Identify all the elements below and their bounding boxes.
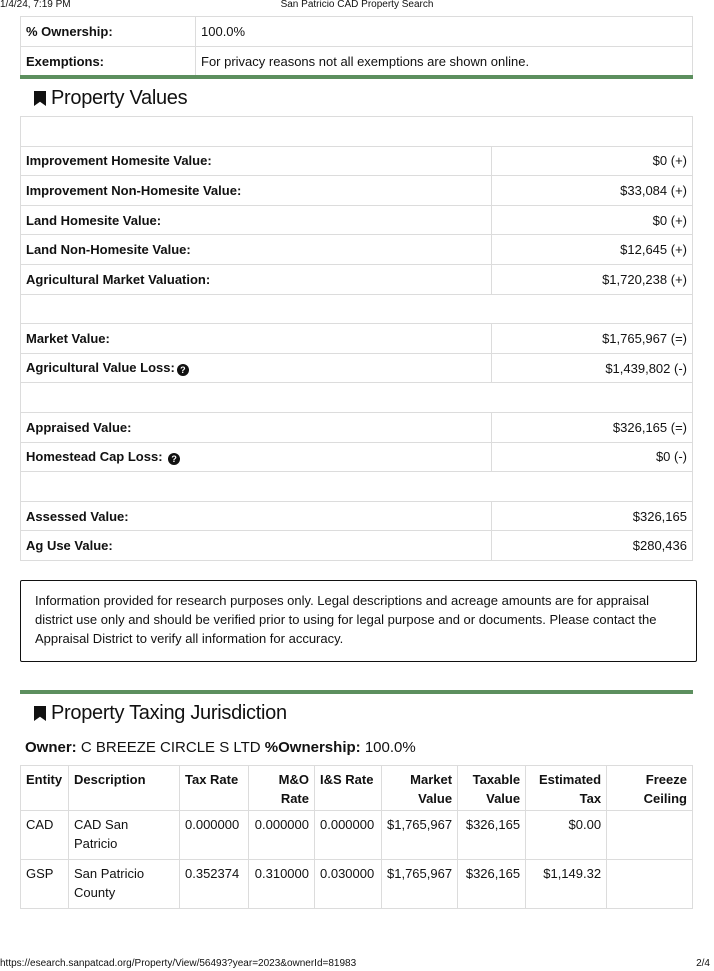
taxing-jurisdiction-table	[20, 765, 693, 909]
value-row	[21, 176, 693, 206]
print-title: San Patricio CAD Property Search	[280, 0, 434, 10]
value-label: Improvement Homesite Value:	[21, 146, 492, 176]
is-rate-cell: 0.000000	[315, 811, 382, 860]
market-value-cell: $1,765,967	[382, 811, 458, 860]
print-footer	[0, 958, 714, 970]
value-label: Homestead Cap Loss:	[26, 448, 163, 464]
value-row	[21, 412, 693, 442]
entity-cell: GSP	[21, 860, 69, 909]
value-label: Assessed Value:	[21, 501, 492, 531]
value-label: Ag Use Value:	[21, 531, 492, 561]
column-header: Tax Rate	[180, 766, 249, 811]
print-url: https://esearch.sanpatcad.org/Property/View/56493?year=2023&ownerId=81983	[0, 958, 357, 969]
spacer-row	[21, 383, 693, 413]
estimated-tax-cell: $1,149.32	[526, 860, 607, 909]
section-divider	[20, 75, 693, 79]
spacer-row	[21, 472, 693, 502]
spacer-row	[21, 117, 693, 147]
value-label: Improvement Non-Homesite Value:	[21, 176, 492, 206]
question-circle-icon[interactable]: ?	[177, 364, 189, 376]
owner-line	[25, 739, 416, 756]
value-row	[21, 324, 693, 354]
column-header: Entity	[21, 766, 69, 811]
description-cell: San Patricio County	[69, 860, 180, 909]
ownership-row	[21, 17, 693, 47]
value-label: Land Homesite Value:	[21, 205, 492, 235]
taxable-value-cell: $326,165	[458, 811, 526, 860]
print-header	[0, 0, 714, 12]
value-row	[21, 531, 693, 561]
value-amount: $0 (+)	[492, 146, 693, 176]
table-header-row	[21, 766, 693, 811]
value-row	[21, 442, 693, 472]
taxing-jurisdiction-title: Property Taxing Jurisdiction	[51, 702, 287, 724]
column-header: Freeze Ceiling	[607, 766, 693, 811]
print-datetime: 1/4/24, 7:19 PM	[0, 0, 71, 10]
ownership-pct-value: 100.0%	[364, 739, 416, 756]
exemptions-label: Exemptions:	[21, 47, 196, 77]
mo-rate-cell: 0.310000	[249, 860, 315, 909]
value-amount: $0 (-)	[492, 442, 693, 472]
value-amount: $326,165 (=)	[492, 412, 693, 442]
disclaimer-text: Information provided for research purposes only. Legal descriptions and acreage amounts are for appraisal district use only and should be verified prior to using for legal purpose and or documents. Please contact the Appraisal District to verify all information for accuracy.	[35, 593, 657, 646]
column-header: I&S Rate	[315, 766, 382, 811]
value-row	[21, 353, 693, 383]
exemptions-value: For privacy reasons not all exemptions are shown online.	[196, 47, 693, 77]
table-row	[21, 860, 693, 909]
owner-name: C BREEZE CIRCLE S LTD	[80, 739, 261, 756]
property-values-table	[20, 116, 693, 561]
value-amount: $326,165	[492, 501, 693, 531]
description-cell: CAD San Patricio	[69, 811, 180, 860]
tax-rate-cell: 0.000000	[180, 811, 249, 860]
value-label: Market Value:	[21, 324, 492, 354]
value-amount: $280,436	[492, 531, 693, 561]
question-circle-icon[interactable]: ?	[168, 453, 180, 465]
value-row	[21, 205, 693, 235]
value-label: Appraised Value:	[21, 412, 492, 442]
value-amount: $1,720,238 (+)	[492, 264, 693, 294]
value-amount: $0 (+)	[492, 205, 693, 235]
mo-rate-cell: 0.000000	[249, 811, 315, 860]
ownership-table	[20, 16, 693, 77]
value-amount: $12,645 (+)	[492, 235, 693, 265]
value-row	[21, 235, 693, 265]
bookmark-icon	[34, 91, 46, 106]
ownership-pct-label: %Ownership:	[264, 739, 361, 756]
ownership-label: % Ownership:	[21, 17, 196, 47]
estimated-tax-cell: $0.00	[526, 811, 607, 860]
owner-label: Owner:	[25, 739, 77, 756]
value-label: Agricultural Market Valuation:	[21, 264, 492, 294]
value-label-with-help	[21, 353, 492, 383]
value-row	[21, 146, 693, 176]
column-header: M&O Rate	[249, 766, 315, 811]
taxable-value-cell: $326,165	[458, 860, 526, 909]
freeze-ceiling-cell	[607, 811, 693, 860]
value-amount: $1,439,802 (-)	[492, 353, 693, 383]
property-values-heading	[34, 87, 187, 110]
bookmark-icon	[34, 706, 46, 721]
entity-cell: CAD	[21, 811, 69, 860]
ownership-value: 100.0%	[196, 17, 693, 47]
tax-rate-cell: 0.352374	[180, 860, 249, 909]
value-row	[21, 264, 693, 294]
property-values-title: Property Values	[51, 87, 188, 109]
section-divider	[20, 690, 693, 694]
column-header: Estimated Tax	[526, 766, 607, 811]
value-amount: $1,765,967 (=)	[492, 324, 693, 354]
column-header: Market Value	[382, 766, 458, 811]
column-header: Taxable Value	[458, 766, 526, 811]
column-header: Description	[69, 766, 180, 811]
freeze-ceiling-cell	[607, 860, 693, 909]
taxing-jurisdiction-heading	[34, 702, 287, 725]
value-label: Agricultural Value Loss:	[26, 360, 175, 376]
table-row	[21, 811, 693, 860]
value-row	[21, 501, 693, 531]
print-page-number: 2/4	[696, 958, 710, 969]
value-amount: $33,084 (+)	[492, 176, 693, 206]
exemptions-row	[21, 47, 693, 77]
value-label: Land Non-Homesite Value:	[21, 235, 492, 265]
disclaimer-box	[20, 580, 697, 662]
market-value-cell: $1,765,967	[382, 860, 458, 909]
spacer-row	[21, 294, 693, 324]
value-label-with-help	[21, 442, 492, 472]
is-rate-cell: 0.030000	[315, 860, 382, 909]
